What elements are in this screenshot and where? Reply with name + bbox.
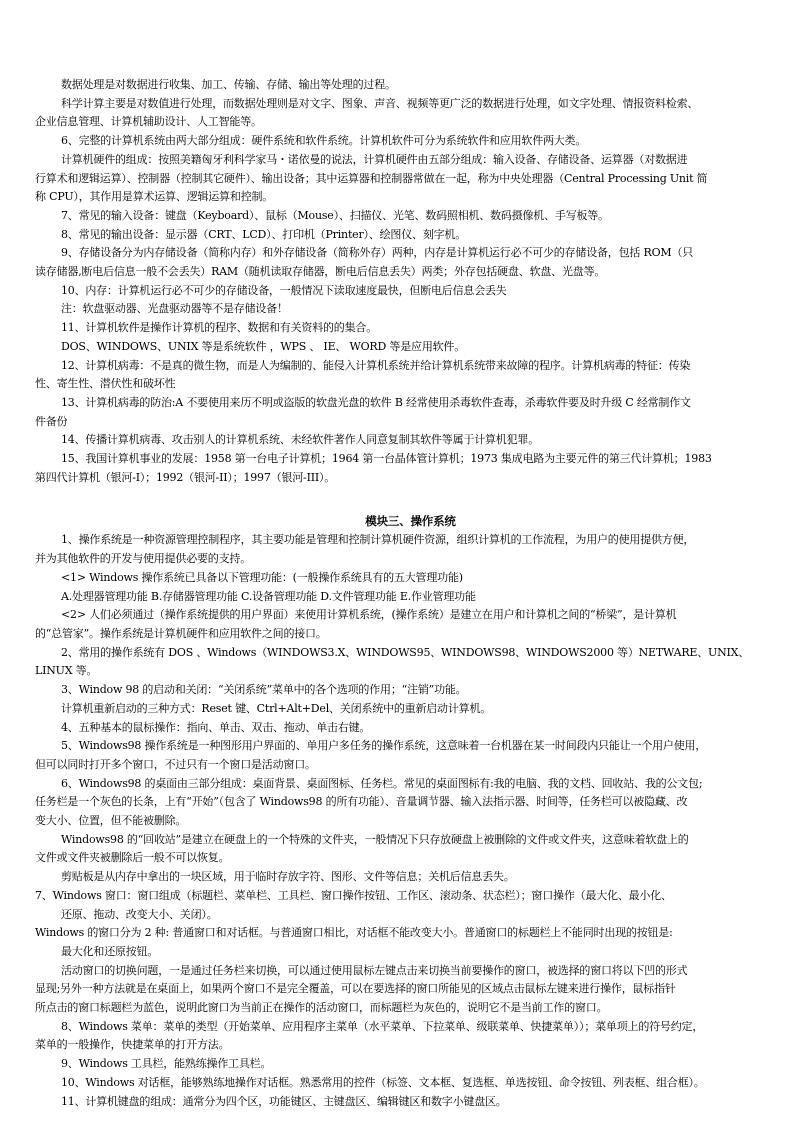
text-line: 7、常见的输入设备：键盘（Keyboard）、鼠标（Mouse）、扫描仪、光笔、数码照相机、数码摄像机、手写板等。 (61, 208, 609, 222)
text-line: 计算机硬件的组成：按照美籍匈牙利科学家马・诺依曼的说法，计算机硬件由五部分组成：输入设备、存储设备、运算器（对数据进 (61, 152, 688, 166)
text-line: DOS、WINDOWS、UNIX 等是系统软件 ，WPS 、 IE、 WORD 等是应用软件。 (61, 339, 466, 353)
text-line: 数据处理是对数据进行收集、加工、传输、存储、输出等处理的过程。 (61, 78, 396, 91)
text-line: 活动窗口的切换问题，一是通过任务栏来切换，可以通过使用鼠标左键点击来切换当前要操作的窗口，被选择的窗口将以下凹的形式 (61, 963, 688, 977)
text-line: 1、操作系统是一种资源管理控制程序，其主要功能是管理和控制计算机硬件资源，组织计算机的工作流程，为用户的使用提供方便， (61, 533, 695, 547)
text-line: 还原、拖动、改变大小、关闭）。 (61, 907, 218, 921)
text-line: 注：软盘驱动器、光盘驱动器等不是存储设备！ (61, 302, 288, 316)
text-line: 计算机重新启动的三种方式：Reset 键、Ctrl+Alt+Del、关闭系统中的重新启动计算机。 (61, 701, 492, 715)
text-line: 12、计算机病毒：不是真的微生物，而是人为编制的、能侵入计算机系统并给计算机系统带来故障的程序。计算机病毒的特征：传染 (61, 358, 691, 372)
text-line: Windows98 的“回收站”是建立在硬盘上的一个特殊的文件夹，一般情况下只存放硬盘上被删除的文件或文件夹，这意味着软盘上的 (61, 832, 689, 846)
section-operating-system (35, 531, 760, 1111)
text-line: 最大化和还原按钮。 (61, 944, 159, 958)
section-computer-basics (35, 76, 760, 487)
text-line: <2> 人们必须通过（操作系统提供的用户界面）来使用计算机系统，(操作系统）是建立在用户和计算机之间的“桥梁”，是计算机 (61, 608, 677, 622)
text-line: 菜单的一般操作，快捷菜单的打开方法。 (35, 1038, 230, 1052)
text-line: 5、Windows98 操作系统是一种图形用户界面的、单用户多任务的操作系统，这意味着一台机器在某一时间段内只能让一个用户使用， (61, 739, 707, 753)
text-line: 8、Windows 菜单：菜单的类型（开始菜单、应用程序主菜单（水平菜单、下拉菜单、级联菜单、快捷菜单））；菜单项上的符号约定， (61, 1019, 704, 1033)
text-line: 4、五种基本的鼠标操作：指向、单击、双击、拖动、单击右键。 (61, 720, 371, 734)
text-line: 2、常用的操作系统有 DOS 、Windows（WINDOWS3.X、WINDOWS95、WINDOWS98、WINDOWS2000 等）NETWARE、UNIX、 (61, 645, 750, 659)
text-line: 9、存储设备分为内存储设备（简称内存）和外存储设备（简称外存）两种，内存是计算机运行必不可少的存储设备，包括 ROM（只 (61, 246, 694, 260)
text-line: 8、常见的输出设备：显示器（CRT、LCD）、打印机（Printer）、绘图仪、刻字机。 (61, 227, 467, 241)
text-line: 3、Window 98 的启动和关闭：“关闭系统”菜单中的各个选项的作用；“注销”功能。 (61, 683, 467, 697)
text-line: 剪贴板是从内存中拿出的一块区域，用于临时存放字符、图形、文件等信息；关机后信息丢失。 (61, 870, 515, 884)
text-line: Windows 的窗口分为 2 种: 普通窗口和对话框。与普通窗口相比，对话框不能改变大小。普通窗口的标题栏上不能同时出现的按钮是: (35, 926, 673, 940)
text-line: 显现;另外一种方法就是在桌面上，如果两个窗口不是完全覆盖，可以在要选择的窗口所能见的区域点击鼠标左键来进行操作，鼠标指针 (35, 982, 676, 996)
text-line: 性、寄生性、潜伏性和破坏性 (35, 377, 176, 391)
text-line: 7、Windows 窗口：窗口组成（标题栏、菜单栏、工具栏、窗口操作按钮、工作区、滚动条、状态栏）；窗口操作（最大化、最小化、 (35, 888, 672, 902)
text-line: LINUX 等。 (35, 664, 98, 678)
text-line: 第四代计算机（银河-I）；1992（银河-II）；1997（银河-III）。 (35, 470, 336, 484)
text-line: 并为其他软件的开发与使用提供必要的支持。 (35, 552, 251, 566)
text-line: 6、Windows98 的桌面由三部分组成：桌面背景、桌面图标、任务栏。常见的桌面图标有:我的电脑、我的文档、回收站、我的公文包; (61, 776, 703, 790)
text-line: 10、Windows 对话框，能够熟练地操作对话框。熟悉常用的控件（标签、文本框、复选框、单选按钮、命令按钮、列表框、组合框）。 (61, 1075, 705, 1089)
text-line: 11、计算机软件是操作计算机的程序、数据和有关资料的的集合。 (61, 321, 377, 335)
text-line: 称 CPU），其作用是算术运算、逻辑运算和控制。 (35, 190, 274, 204)
text-line: 的“总管家”。操作系统是计算机硬件和应用软件之间的接口。 (35, 626, 327, 640)
text-line: 任务栏是一个灰色的长条，上有“开始”（包含了 Windows98 的所有功能）、音量调节器、输入法指示器、时间等，任务栏可以被隐藏、改 (35, 795, 688, 809)
section-gap (61, 487, 760, 511)
text-line: 企业信息管理、计算机辅助设计、人工智能等。 (35, 115, 262, 129)
text-line: 文件或文件夹被删除后一般不可以恢复。 (35, 851, 230, 865)
text-line: 10、内存：计算机运行必不可少的存储设备，一般情况下读取速度最快，但断电后信息会丢失 (61, 283, 507, 297)
text-line: 14、传播计算机病毒、攻击别人的计算机系统、未经软件著作人同意复制其软件等属于计算机犯罪。 (61, 433, 539, 447)
text-line: A.处理器管理功能 B.存储器管理功能 C.设备管理功能 D.文件管理功能 E.作业管理功能 (61, 589, 476, 603)
text-line: 6、完整的计算机系统由两大部分组成：硬件系统和软件系统。计算机软件可分为系统软件和应用软件两大类。 (61, 134, 587, 148)
section-heading-operating-system: 模块三、操作系统 (365, 514, 456, 529)
text-line: 9、Windows 工具栏，能熟练操作工具栏。 (61, 1057, 272, 1071)
text-line: 读存储器,断电后信息一般不会丢失）RAM（随机读取存储器，断电后信息丢失）两类；外存包括硬盘、软盘、光盘等。 (35, 265, 606, 279)
text-line: 件备份 (35, 414, 68, 428)
text-line: 变大小、位置，但不能被删除。 (35, 814, 187, 828)
text-line: 所点击的窗口标题栏为蓝色，说明此窗口为当前正在操作的活动窗口，而标题栏为灰色的，说明它不是当前工作的窗口。 (35, 1001, 608, 1015)
text-line: 科学计算主要是对数值进行处理，而数据处理则是对文字、图象、声音、视频等更广泛的数据进行处理，如文字处理、情报资料检索、 (61, 96, 699, 110)
text-line: 13、计算机病毒的防治:A 不要使用来历不明或盗版的软盘光盘的软件 B 经常使用杀毒软件查毒，杀毒软件要及时升级 C 经常制作文 (61, 395, 691, 409)
text-line: 15、我国计算机事业的发展：1958 第一台电子计算机；1964 第一台晶体管计算机；1973 集成电路为主要元件的第三代计算机；1983 (61, 452, 712, 466)
text-line: <1> Windows 操作系统已具备以下管理功能：(一般操作系统具有的五大管理功能) (61, 570, 463, 584)
text-line: 但可以同时打开多个窗口，不过只有一个窗口是活动窗口。 (35, 757, 316, 771)
text-line: 11、计算机键盘的组成：通常分为四个区，功能键区、主键盘区、编辑键区和数字小键盘区。 (61, 1094, 507, 1108)
text-line: 行算术和逻辑运算）、控制器（控制其它硬件）、输出设备；其中运算器和控制器常做在一起，称为中央处理器（Central Processing Unit 简 (35, 171, 708, 185)
